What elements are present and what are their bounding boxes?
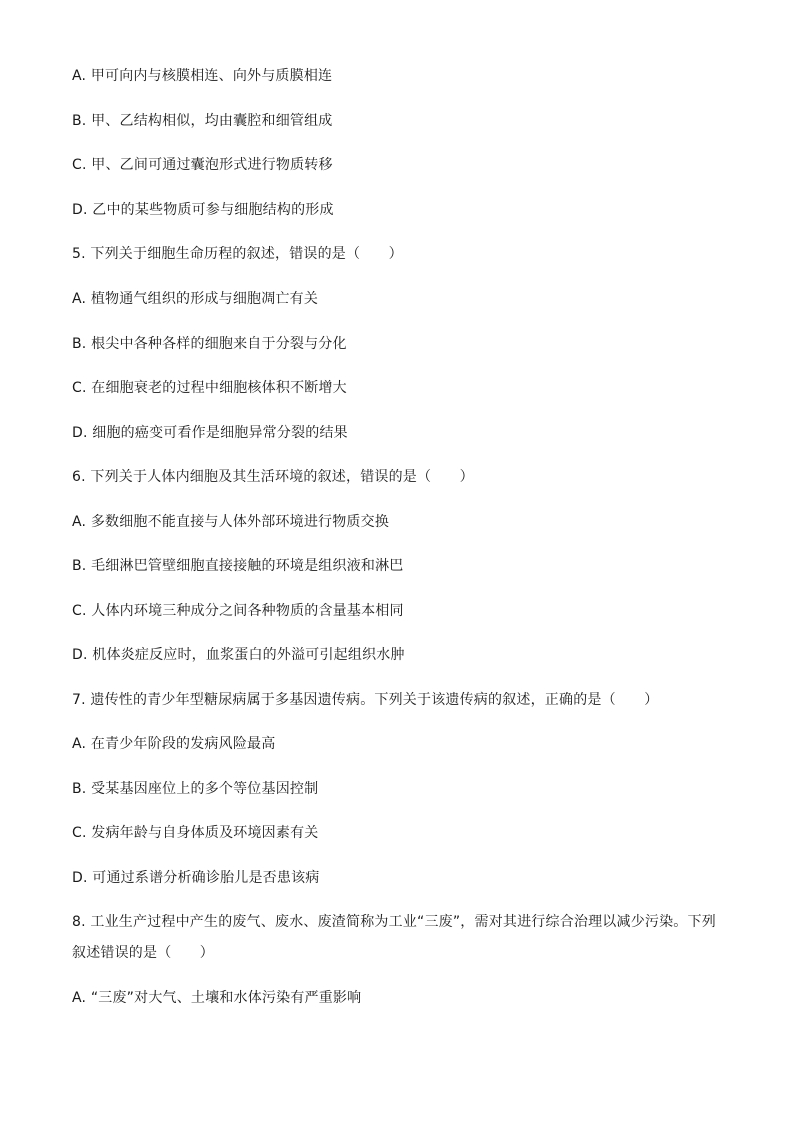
q4-option-b: B. 甲、乙结构相似，均由囊腔和细管组成: [72, 113, 333, 129]
q4-option-c: C. 甲、乙间可通过囊泡形式进行物质转移: [72, 157, 333, 173]
q6-option-c: C. 人体内环境三种成分之间各种物质的含量基本相同: [72, 603, 404, 619]
q5-stem: 5. 下列关于细胞生命历程的叙述，错误的是（ ）: [72, 246, 403, 262]
q7-option-d: D. 可通过系谱分析确诊胎儿是否患该病: [72, 870, 320, 886]
q6-stem: 6. 下列关于人体内细胞及其生活环境的叙述，错误的是（ ）: [72, 469, 474, 485]
q6-option-b: B. 毛细淋巴管壁细胞直接接触的环境是组织液和淋巴: [72, 558, 404, 574]
q5-option-c: C. 在细胞衰老的过程中细胞核体积不断增大: [72, 380, 347, 396]
q7-option-a: A. 在青少年阶段的发病风险最高: [72, 736, 276, 752]
q7-option-b: B. 受某基因座位上的多个等位基因控制: [72, 781, 319, 797]
q7-stem: 7. 遗传性的青少年型糖尿病属于多基因遗传病。下列关于该遗传病的叙述，正确的是（ ）: [72, 692, 659, 708]
q7-option-c: C. 发病年龄与自身体质及环境因素有关: [72, 825, 319, 841]
q6-option-a: A. 多数细胞不能直接与人体外部环境进行物质交换: [72, 514, 390, 530]
q4-option-d: D. 乙中的某些物质可参与细胞结构的形成: [72, 202, 334, 218]
q8-stem-line-2: 叙述错误的是（ ）: [72, 945, 214, 961]
q5-option-b: B. 根尖中各种各样的细胞来自于分裂与分化: [72, 336, 347, 352]
q6-option-d: D. 机体炎症反应时，血浆蛋白的外溢可引起组织水肿: [72, 647, 405, 663]
q5-option-a: A. 植物通气组织的形成与细胞凋亡有关: [72, 291, 319, 307]
q5-option-d: D. 细胞的癌变可看作是细胞异常分裂的结果: [72, 425, 348, 441]
q4-option-a: A. 甲可向内与核膜相连、向外与质膜相连: [72, 68, 333, 84]
q8-stem-line-1: 8. 工业生产过程中产生的废气、废水、废渣简称为工业“三废”，需对其进行综合治理以减少污染。下列: [72, 914, 716, 930]
q8-option-a: A. “三废”对大气、土壤和水体污染有严重影响: [72, 990, 362, 1006]
